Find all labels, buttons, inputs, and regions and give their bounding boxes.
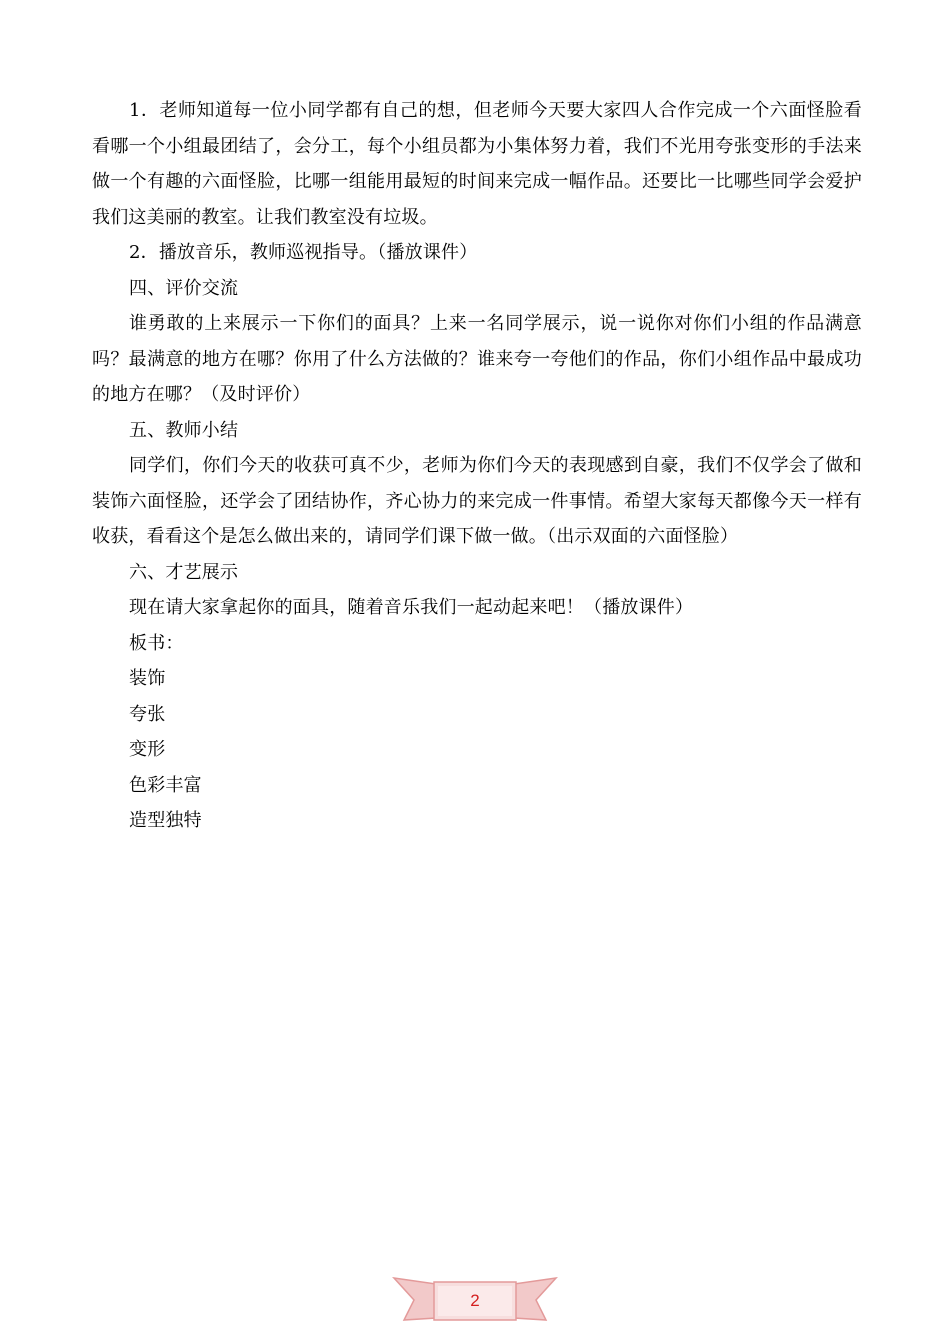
- blackboard-heading: 板书：: [129, 632, 184, 654]
- blackboard-item: 装饰: [129, 668, 166, 689]
- section-heading-talent-show: 六、才艺展示: [129, 561, 239, 583]
- blackboard-item: 造型独特: [129, 810, 202, 831]
- section-heading-summary: 五、教师小结: [129, 419, 239, 441]
- paragraph-group-work: 1．老师知道每一位小同学都有自己的想，但老师今天要大家四人合作完成一个六面怪脸看看哪一个小组最团结了，会分工，每个小组员都为小集体努力着，我们不光用夸张变形的手法来做一个有趣的六面怪脸，比哪一组能用最短的时间来完成一幅作品。还要比一比哪些同学会爱护我们这美丽的教室。让我们教室没有垃圾。: [92, 100, 862, 228]
- paragraph-evaluation: 谁勇敢的上来展示一下你们的面具？上来一名同学展示，说一说你对你们小组的作品满意吗？最满意的地方在哪？你用了什么方法做的？谁来夸一夸他们的作品，你们小组作品中最成功的地方在哪？（及时评价）: [92, 313, 862, 405]
- section-heading-evaluation: 四、评价交流: [129, 277, 239, 299]
- blackboard-item: 夸张: [129, 703, 166, 725]
- paragraph-talent-show: 现在请大家拿起你的面具，随着音乐我们一起动起来吧！（播放课件）: [129, 597, 694, 618]
- paragraph-summary: 同学们，你们今天的收获可真不少，老师为你们今天的表现感到自豪，我们不仅学会了做和装饰六面怪脸，还学会了团结协作，齐心协力的来完成一件事情。希望大家每天都像今天一样有收获，看看这个是怎么做出来的，请同学们课下做一做。（出示双面的六面怪脸）: [92, 455, 862, 547]
- blackboard-item: 色彩丰富: [129, 774, 202, 796]
- page-number-badge: [392, 1274, 558, 1326]
- paragraph-play-music: 2．播放音乐，教师巡视指导。（播放课件）: [129, 242, 478, 263]
- page-number: 2: [470, 1291, 480, 1310]
- document-body: [92, 93, 862, 839]
- blackboard-item: 变形: [129, 739, 166, 760]
